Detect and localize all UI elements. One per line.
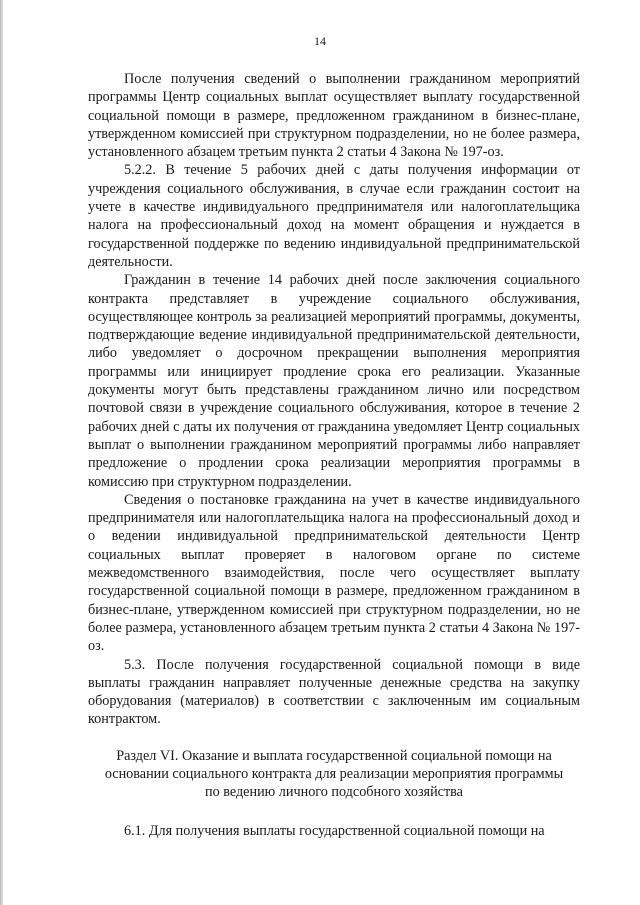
paragraph-5-3: 5.3. После получения государственной социальной помощи в виде выплаты гражданин направляет полученные денежные средства на закупку оборудования (материалов) в соответствии с заключенным им социальным контрактом. [88, 656, 580, 728]
scan-edge [0, 0, 3, 905]
paragraph-payment-after-completion: После получения сведений о выполнении гражданином мероприятий программы Центр социальных выплат осуществляет выплату государственной социальной помощи в размере, предложенном гражданином в бизнес-плане, утвержденном комиссией при структурном подразделении, но не более размера, установленного абзацем третьим пункта 2 статьи 4 Закона № 197-оз. [88, 71, 580, 161]
paragraph-6-1: 6.1. Для получения выплаты государственной социальной помощи на [124, 822, 545, 839]
page-number: 14 [314, 34, 326, 48]
paragraph-5-2-2: 5.2.2. В течение 5 рабочих дней с даты получения информации от учреждения социального обслуживания, в случае если гражданин состоит на учете в качестве индивидуального предпринимателя или налогоплательщика налога на профессиональный доход на момент обращения и нуждается в государственной поддержке по ведению индивидуальной предпринимательской деятельности. [88, 162, 580, 270]
section-vi-heading: Раздел VI. Оказание и выплата государственной социальной помощи на основании социального контракта для реализации мероприятия программы по ведению личного подсобного хозяйства [104, 747, 564, 801]
paragraph-registration-check: Сведения о постановке гражданина на учет в качестве индивидуального предпринимателя или налогоплательщика налога на профессиональный доход и о ведении индивидуальной предпринимательской деятельности Центр социальных выплат проверяет в налоговом органе по системе межведомственного взаимодействия, после чего осуществляет выплату государственной социальной помощи в размере, предложенном гражданином в бизнес-плане, утвержденном комиссией при структурном подразделении, но не более размера, установленного абзацем третьим пункта 2 статьи 4 Закона № 197-оз. [88, 491, 580, 655]
document-body [88, 70, 580, 840]
paragraph-citizen-documents: Гражданин в течение 14 рабочих дней после заключения социального контракта представляет в учреждение социального обслуживания, осуществляющее контроль за реализацией мероприятий программы, документы, подтверждающие ведение индивидуальной предпринимательской деятельности, либо уведомляет о досрочном прекращении выполнения мероприятия программы или инициирует продление срока его реализации. Указанные документы могут быть представлены гражданином лично или посредством почтовой связи в учреждение социального обслуживания, которое в течение 2 рабочих дней с даты их получения от гражданина уведомляет Центр социальных выплат о выполнении гражданином мероприятий программы либо направляет предложение о продлении срока реализации мероприятия программы в комиссию при структурном подразделении. [88, 272, 580, 490]
